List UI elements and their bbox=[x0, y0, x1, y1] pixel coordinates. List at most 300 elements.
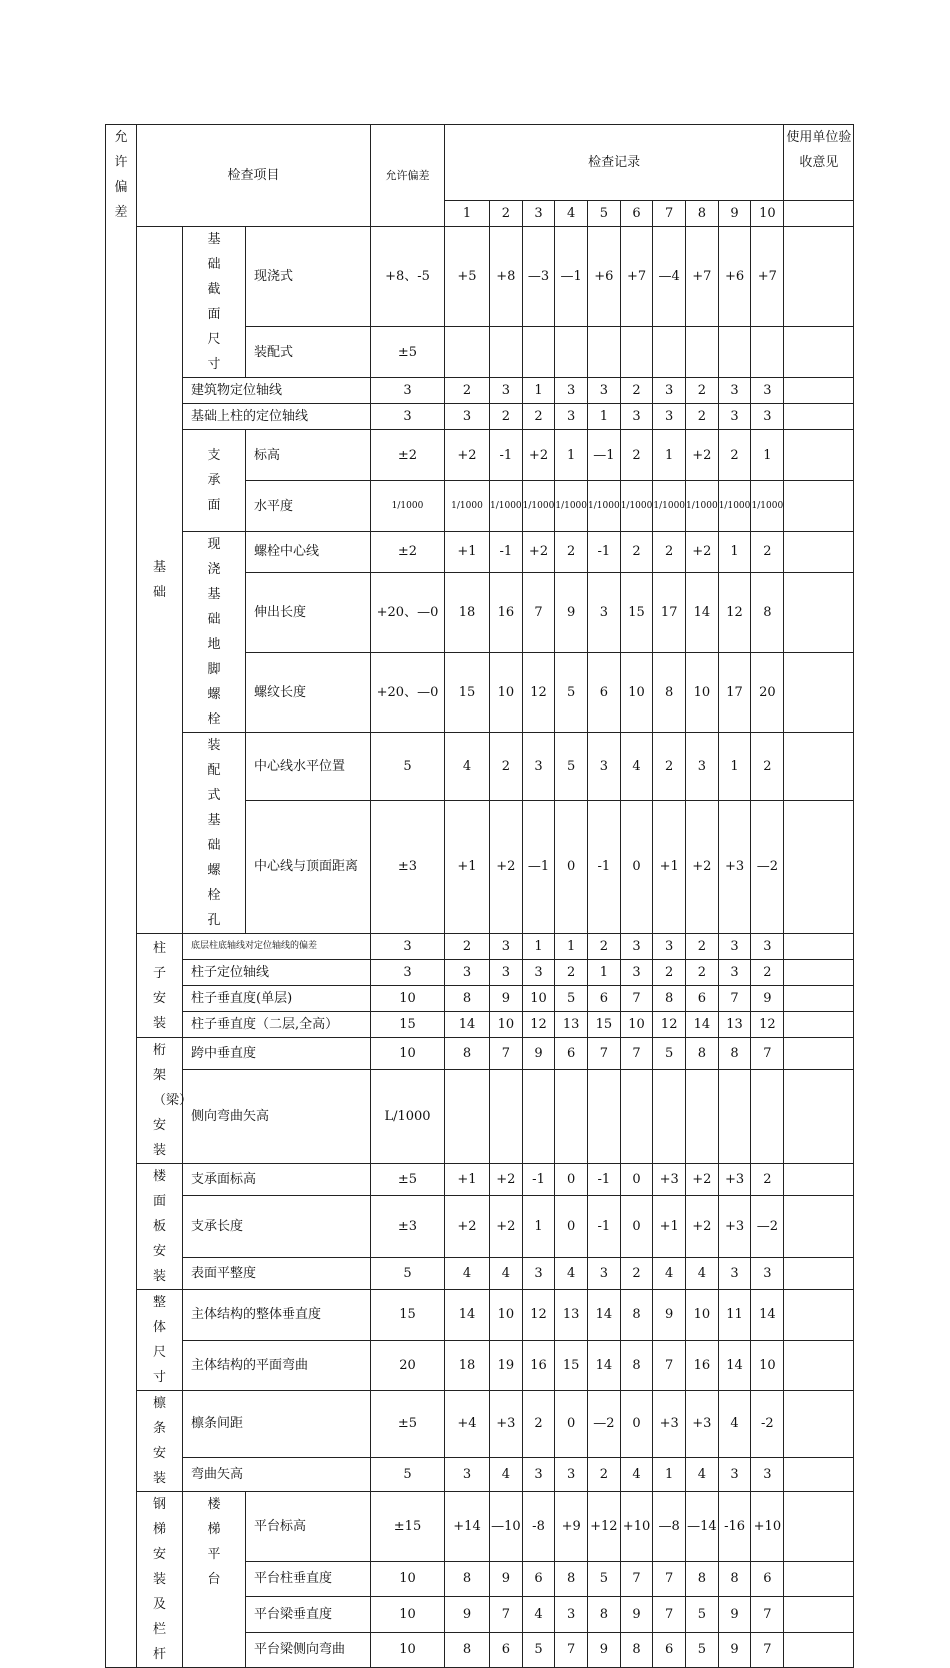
record-value: 1 bbox=[653, 1457, 686, 1491]
tolerance-value: 10 bbox=[371, 1038, 445, 1070]
record-value: +3 bbox=[490, 1391, 523, 1458]
record-value: -1 bbox=[588, 1164, 621, 1196]
record-value: +3 bbox=[718, 1164, 751, 1196]
record-value: 7 bbox=[522, 572, 555, 652]
sub-bolt-text: 现浇基础地脚螺栓 bbox=[207, 537, 221, 727]
record-value: 7 bbox=[751, 1597, 784, 1632]
tolerance-value: +20、—0 bbox=[371, 652, 445, 732]
item-label: 支承长度 bbox=[183, 1195, 371, 1257]
record-value: -1 bbox=[588, 532, 621, 573]
record-value: +7 bbox=[620, 227, 653, 327]
record-value: 4 bbox=[522, 1597, 555, 1632]
record-value: -16 bbox=[718, 1492, 751, 1562]
opinion-cell bbox=[784, 532, 854, 573]
record-value: 5 bbox=[555, 652, 588, 732]
opinion-cell bbox=[784, 1258, 854, 1290]
record-value: 3 bbox=[751, 404, 784, 430]
record-value: 3 bbox=[620, 960, 653, 986]
record-value: +2 bbox=[490, 800, 523, 933]
opinion-cell bbox=[784, 1290, 854, 1341]
record-value: +2 bbox=[686, 532, 719, 573]
record-value: 6 bbox=[588, 652, 621, 732]
record-value: 0 bbox=[555, 1164, 588, 1196]
inspection-table bbox=[105, 124, 854, 1668]
record-value bbox=[653, 1070, 686, 1164]
record-value: 10 bbox=[751, 1340, 784, 1391]
record-value: -1 bbox=[588, 1195, 621, 1257]
item-label: 平台梁垂直度 bbox=[246, 1597, 371, 1632]
record-value: 7 bbox=[653, 1597, 686, 1632]
record-value bbox=[751, 1070, 784, 1164]
tolerance-value: 5 bbox=[371, 1457, 445, 1491]
header-record: 检查记录 bbox=[445, 125, 784, 201]
item-label: 水平度 bbox=[246, 481, 371, 532]
item-label: 底层柱底轴线对定位轴线的偏差 bbox=[183, 934, 371, 960]
tolerance-value: 20 bbox=[371, 1340, 445, 1391]
tolerance-value: 3 bbox=[371, 404, 445, 430]
group-column-text: 柱子安装 bbox=[153, 940, 167, 1031]
record-value: 8 bbox=[445, 1561, 490, 1596]
record-value: 15 bbox=[445, 652, 490, 732]
tolerance-value: ±5 bbox=[371, 1391, 445, 1458]
record-value bbox=[718, 327, 751, 378]
record-value: +2 bbox=[490, 1164, 523, 1196]
record-value: 2 bbox=[555, 960, 588, 986]
record-value: 17 bbox=[653, 572, 686, 652]
record-value: 9 bbox=[555, 572, 588, 652]
record-value: —3 bbox=[522, 227, 555, 327]
item-label: 伸出长度 bbox=[246, 572, 371, 652]
sub-bearing-text: 支承面 bbox=[207, 448, 221, 513]
record-value: 3 bbox=[718, 960, 751, 986]
record-value: 2 bbox=[620, 532, 653, 573]
record-value: 6 bbox=[522, 1561, 555, 1596]
record-value: —8 bbox=[653, 1492, 686, 1562]
record-value: 5 bbox=[522, 1632, 555, 1667]
record-value: 15 bbox=[620, 572, 653, 652]
group-stair bbox=[137, 1492, 183, 1668]
tolerance-value: 1/1000 bbox=[371, 481, 445, 532]
record-value: 2 bbox=[522, 1391, 555, 1458]
record-value: 8 bbox=[445, 1632, 490, 1667]
record-value bbox=[555, 327, 588, 378]
tolerance-value: 10 bbox=[371, 1561, 445, 1596]
record-value: —14 bbox=[686, 1492, 719, 1562]
record-value: 4 bbox=[686, 1258, 719, 1290]
record-value: +3 bbox=[718, 1195, 751, 1257]
record-value: +2 bbox=[686, 1195, 719, 1257]
record-value: +1 bbox=[445, 1164, 490, 1196]
record-value bbox=[490, 327, 523, 378]
item-label: 表面平整度 bbox=[183, 1258, 371, 1290]
record-value: 1 bbox=[555, 934, 588, 960]
record-value: 2 bbox=[653, 733, 686, 801]
tolerance-value: ±3 bbox=[371, 800, 445, 933]
group-purlin-text: 檩条安装 bbox=[153, 1396, 167, 1486]
record-value: 3 bbox=[718, 934, 751, 960]
col-number: 9 bbox=[718, 201, 751, 227]
record-value: 9 bbox=[718, 1632, 751, 1667]
tolerance-value: ±5 bbox=[371, 327, 445, 378]
record-value: 3 bbox=[751, 934, 784, 960]
col-number: 6 bbox=[620, 201, 653, 227]
record-value: —10 bbox=[490, 1492, 523, 1562]
record-value: 3 bbox=[718, 1258, 751, 1290]
record-value: 1 bbox=[653, 430, 686, 481]
tolerance-value: ±2 bbox=[371, 430, 445, 481]
record-value: 3 bbox=[445, 1457, 490, 1491]
record-value: +2 bbox=[490, 1195, 523, 1257]
item-label: 中心线水平位置 bbox=[246, 733, 371, 801]
record-value: 12 bbox=[522, 1012, 555, 1038]
record-value: 3 bbox=[620, 934, 653, 960]
record-value: 14 bbox=[686, 1012, 719, 1038]
tolerance-value: ±5 bbox=[371, 1164, 445, 1196]
record-value: +14 bbox=[445, 1492, 490, 1562]
item-label: 侧向弯曲矢高 bbox=[183, 1070, 371, 1164]
record-value: +2 bbox=[445, 1195, 490, 1257]
record-value: 1/1000 bbox=[751, 481, 784, 532]
record-value: 12 bbox=[653, 1012, 686, 1038]
record-value: 4 bbox=[620, 1457, 653, 1491]
sub-bearing bbox=[183, 430, 246, 532]
side-label bbox=[106, 125, 137, 1668]
record-value: +8 bbox=[490, 227, 523, 327]
opinion-cell bbox=[784, 652, 854, 732]
record-value: 1 bbox=[588, 960, 621, 986]
record-value: 7 bbox=[490, 1597, 523, 1632]
opinion-cell bbox=[784, 1457, 854, 1491]
record-value: 10 bbox=[686, 652, 719, 732]
record-value: 5 bbox=[588, 1561, 621, 1596]
record-value: 3 bbox=[653, 404, 686, 430]
group-overall-text: 整体尺寸 bbox=[153, 1295, 167, 1385]
record-value: 12 bbox=[751, 1012, 784, 1038]
opinion-cell bbox=[784, 1164, 854, 1196]
record-value: +2 bbox=[522, 430, 555, 481]
record-value bbox=[445, 327, 490, 378]
record-value: +7 bbox=[751, 227, 784, 327]
record-value: 3 bbox=[490, 934, 523, 960]
group-stair-text: 钢梯安装及栏杆 bbox=[153, 1497, 167, 1662]
item-label: 跨中垂直度 bbox=[183, 1038, 371, 1070]
record-value: +1 bbox=[445, 532, 490, 573]
record-value: 1/1000 bbox=[653, 481, 686, 532]
record-value: 13 bbox=[555, 1290, 588, 1341]
record-value: 2 bbox=[686, 378, 719, 404]
record-value: 3 bbox=[718, 1457, 751, 1491]
opinion-cell bbox=[784, 960, 854, 986]
record-value: 1 bbox=[522, 378, 555, 404]
record-value: 4 bbox=[555, 1258, 588, 1290]
record-value: 4 bbox=[445, 733, 490, 801]
tolerance-value: 3 bbox=[371, 934, 445, 960]
opinion-cell bbox=[784, 1038, 854, 1070]
record-value: 9 bbox=[490, 986, 523, 1012]
opinion-cell bbox=[784, 227, 854, 327]
item-label: 平台梁侧向弯曲 bbox=[246, 1632, 371, 1667]
record-value: 8 bbox=[718, 1561, 751, 1596]
tolerance-value: L/1000 bbox=[371, 1070, 445, 1164]
record-value: +2 bbox=[686, 800, 719, 933]
record-value: —4 bbox=[653, 227, 686, 327]
record-value: 7 bbox=[620, 1561, 653, 1596]
record-value: —2 bbox=[751, 1195, 784, 1257]
record-value: 3 bbox=[686, 733, 719, 801]
record-value: -1 bbox=[490, 430, 523, 481]
header-tolerance: 允许偏差 bbox=[371, 125, 445, 227]
tolerance-value: 5 bbox=[371, 1258, 445, 1290]
record-value: 2 bbox=[588, 1457, 621, 1491]
record-value: 1/1000 bbox=[588, 481, 621, 532]
header-item: 检查项目 bbox=[137, 125, 371, 227]
col-number: 8 bbox=[686, 201, 719, 227]
record-value: 11 bbox=[718, 1290, 751, 1341]
record-value bbox=[751, 327, 784, 378]
opinion-cell bbox=[784, 327, 854, 378]
record-value: 5 bbox=[686, 1632, 719, 1667]
item-label: 平台柱垂直度 bbox=[246, 1561, 371, 1596]
record-value: 3 bbox=[522, 1258, 555, 1290]
record-value: 5 bbox=[555, 986, 588, 1012]
record-value: 1 bbox=[718, 733, 751, 801]
record-value: -1 bbox=[522, 1164, 555, 1196]
record-value bbox=[555, 1070, 588, 1164]
record-value: 9 bbox=[620, 1597, 653, 1632]
record-value: 7 bbox=[751, 1038, 784, 1070]
sub-section bbox=[183, 227, 246, 378]
record-value: 1/1000 bbox=[620, 481, 653, 532]
record-value: +7 bbox=[686, 227, 719, 327]
record-value: 8 bbox=[686, 1038, 719, 1070]
record-value: 8 bbox=[620, 1632, 653, 1667]
record-value: 3 bbox=[588, 733, 621, 801]
record-value: 10 bbox=[490, 1290, 523, 1341]
record-value: 2 bbox=[751, 733, 784, 801]
record-value: 7 bbox=[620, 986, 653, 1012]
record-value: 0 bbox=[620, 1195, 653, 1257]
record-value: 12 bbox=[522, 1290, 555, 1341]
opinion-cell bbox=[784, 481, 854, 532]
record-value: +2 bbox=[445, 430, 490, 481]
opinion-cell bbox=[784, 1492, 854, 1562]
record-value: 7 bbox=[555, 1632, 588, 1667]
record-value: +1 bbox=[653, 1195, 686, 1257]
opinion-cell bbox=[784, 430, 854, 481]
col-number: 1 bbox=[445, 201, 490, 227]
record-value: 14 bbox=[718, 1340, 751, 1391]
record-value: 8 bbox=[588, 1597, 621, 1632]
record-value: 3 bbox=[555, 1597, 588, 1632]
opinion-cell bbox=[784, 1391, 854, 1458]
item-label: 螺纹长度 bbox=[246, 652, 371, 732]
record-value: 8 bbox=[653, 652, 686, 732]
tolerance-value: 3 bbox=[371, 960, 445, 986]
opinion-cell bbox=[784, 800, 854, 933]
record-value: 2 bbox=[686, 960, 719, 986]
record-value: +3 bbox=[718, 800, 751, 933]
col-number: 10 bbox=[751, 201, 784, 227]
opinion-cell bbox=[784, 1632, 854, 1667]
record-value: 14 bbox=[686, 572, 719, 652]
record-value: 12 bbox=[718, 572, 751, 652]
record-value: 3 bbox=[522, 1457, 555, 1491]
record-value: -1 bbox=[588, 800, 621, 933]
record-value: 1 bbox=[522, 934, 555, 960]
record-value: 7 bbox=[718, 986, 751, 1012]
tolerance-value: ±15 bbox=[371, 1492, 445, 1562]
item-label: 主体结构的整体垂直度 bbox=[183, 1290, 371, 1341]
group-foundation bbox=[137, 227, 183, 934]
item-label: 弯曲矢高 bbox=[183, 1457, 371, 1491]
record-value: +12 bbox=[588, 1492, 621, 1562]
record-value: -1 bbox=[490, 532, 523, 573]
record-value: 15 bbox=[588, 1012, 621, 1038]
record-value: 2 bbox=[522, 404, 555, 430]
record-value: 7 bbox=[620, 1038, 653, 1070]
record-value: 9 bbox=[445, 1597, 490, 1632]
record-value: 3 bbox=[445, 404, 490, 430]
group-purlin bbox=[137, 1391, 183, 1492]
record-value: 3 bbox=[751, 1258, 784, 1290]
header-opinion: 使用单位验收意见 bbox=[784, 125, 854, 201]
item-label: 柱子垂直度（二层,全高） bbox=[183, 1012, 371, 1038]
item-label: 装配式 bbox=[246, 327, 371, 378]
col-number: 7 bbox=[653, 201, 686, 227]
col-number: 3 bbox=[522, 201, 555, 227]
record-value: —1 bbox=[555, 227, 588, 327]
record-value: +10 bbox=[620, 1492, 653, 1562]
record-value: 0 bbox=[620, 1164, 653, 1196]
record-value: +1 bbox=[653, 800, 686, 933]
record-value: 12 bbox=[522, 652, 555, 732]
record-value: 3 bbox=[522, 960, 555, 986]
record-value: 2 bbox=[718, 430, 751, 481]
record-value: 9 bbox=[653, 1290, 686, 1341]
record-value: 1 bbox=[718, 532, 751, 573]
record-value: +1 bbox=[445, 800, 490, 933]
record-value: 4 bbox=[490, 1258, 523, 1290]
record-value: 6 bbox=[490, 1632, 523, 1667]
record-value: -2 bbox=[751, 1391, 784, 1458]
record-value: 10 bbox=[490, 1012, 523, 1038]
record-value: 2 bbox=[445, 934, 490, 960]
record-value: 1/1000 bbox=[522, 481, 555, 532]
record-value: 1/1000 bbox=[445, 481, 490, 532]
tolerance-value: 10 bbox=[371, 1632, 445, 1667]
record-value bbox=[620, 1070, 653, 1164]
record-value: 3 bbox=[555, 404, 588, 430]
record-value: 4 bbox=[653, 1258, 686, 1290]
group-column bbox=[137, 934, 183, 1038]
record-value: 4 bbox=[490, 1457, 523, 1491]
record-value: 2 bbox=[490, 733, 523, 801]
record-value: 13 bbox=[718, 1012, 751, 1038]
record-value: +3 bbox=[686, 1391, 719, 1458]
record-value bbox=[686, 1070, 719, 1164]
record-value: 16 bbox=[490, 572, 523, 652]
record-value: 6 bbox=[555, 1038, 588, 1070]
record-value: —2 bbox=[588, 1391, 621, 1458]
record-value: 18 bbox=[445, 1340, 490, 1391]
record-value: 16 bbox=[522, 1340, 555, 1391]
record-value: 9 bbox=[522, 1038, 555, 1070]
record-value: 0 bbox=[555, 1195, 588, 1257]
record-value: 7 bbox=[588, 1038, 621, 1070]
sub-bolt bbox=[183, 532, 246, 733]
col-number: 4 bbox=[555, 201, 588, 227]
record-value: 4 bbox=[620, 733, 653, 801]
record-value: 9 bbox=[490, 1561, 523, 1596]
tolerance-value: 15 bbox=[371, 1012, 445, 1038]
record-value: —1 bbox=[522, 800, 555, 933]
record-value: 2 bbox=[490, 404, 523, 430]
record-value bbox=[588, 327, 621, 378]
record-value bbox=[718, 1070, 751, 1164]
col-number: 2 bbox=[490, 201, 523, 227]
record-value: 2 bbox=[686, 934, 719, 960]
record-value: 9 bbox=[718, 1597, 751, 1632]
record-value: 2 bbox=[653, 532, 686, 573]
record-value bbox=[686, 327, 719, 378]
record-value: +10 bbox=[751, 1492, 784, 1562]
record-value: 1 bbox=[588, 404, 621, 430]
record-value: 10 bbox=[620, 1012, 653, 1038]
record-value: 2 bbox=[751, 960, 784, 986]
item-label: 基础上柱的定位轴线 bbox=[183, 404, 371, 430]
opinion-cell bbox=[784, 378, 854, 404]
group-truss-text: 桁架（梁）安装 bbox=[153, 1043, 193, 1158]
tolerance-value: +20、—0 bbox=[371, 572, 445, 652]
record-value: 8 bbox=[445, 986, 490, 1012]
side-label-text: 允许偏差 bbox=[114, 130, 128, 220]
tolerance-value: 10 bbox=[371, 986, 445, 1012]
opinion-cell bbox=[784, 404, 854, 430]
item-label: 支承面标高 bbox=[183, 1164, 371, 1196]
record-value: 19 bbox=[490, 1340, 523, 1391]
record-value bbox=[445, 1070, 490, 1164]
record-value: 20 bbox=[751, 652, 784, 732]
record-value: +2 bbox=[686, 430, 719, 481]
record-value: 2 bbox=[686, 404, 719, 430]
record-value: 1 bbox=[522, 1195, 555, 1257]
record-value: 3 bbox=[588, 572, 621, 652]
record-value: 9 bbox=[751, 986, 784, 1012]
record-value: 18 bbox=[445, 572, 490, 652]
record-value: —2 bbox=[751, 800, 784, 933]
record-value: 8 bbox=[555, 1561, 588, 1596]
record-value: 3 bbox=[490, 960, 523, 986]
record-value: 3 bbox=[588, 1258, 621, 1290]
record-value: 3 bbox=[718, 378, 751, 404]
record-value bbox=[653, 327, 686, 378]
group-foundation-text: 基础 bbox=[153, 560, 167, 600]
record-value: 4 bbox=[445, 1258, 490, 1290]
opinion-cell bbox=[784, 986, 854, 1012]
record-value: +2 bbox=[522, 532, 555, 573]
record-value: +6 bbox=[588, 227, 621, 327]
record-value: 2 bbox=[620, 430, 653, 481]
record-value: 7 bbox=[751, 1632, 784, 1667]
item-label: 建筑物定位轴线 bbox=[183, 378, 371, 404]
group-floor bbox=[137, 1164, 183, 1290]
record-value: 7 bbox=[653, 1340, 686, 1391]
record-value bbox=[490, 1070, 523, 1164]
record-value: 8 bbox=[620, 1340, 653, 1391]
record-value: 2 bbox=[653, 960, 686, 986]
record-value: 10 bbox=[686, 1290, 719, 1341]
record-value: 0 bbox=[555, 1391, 588, 1458]
